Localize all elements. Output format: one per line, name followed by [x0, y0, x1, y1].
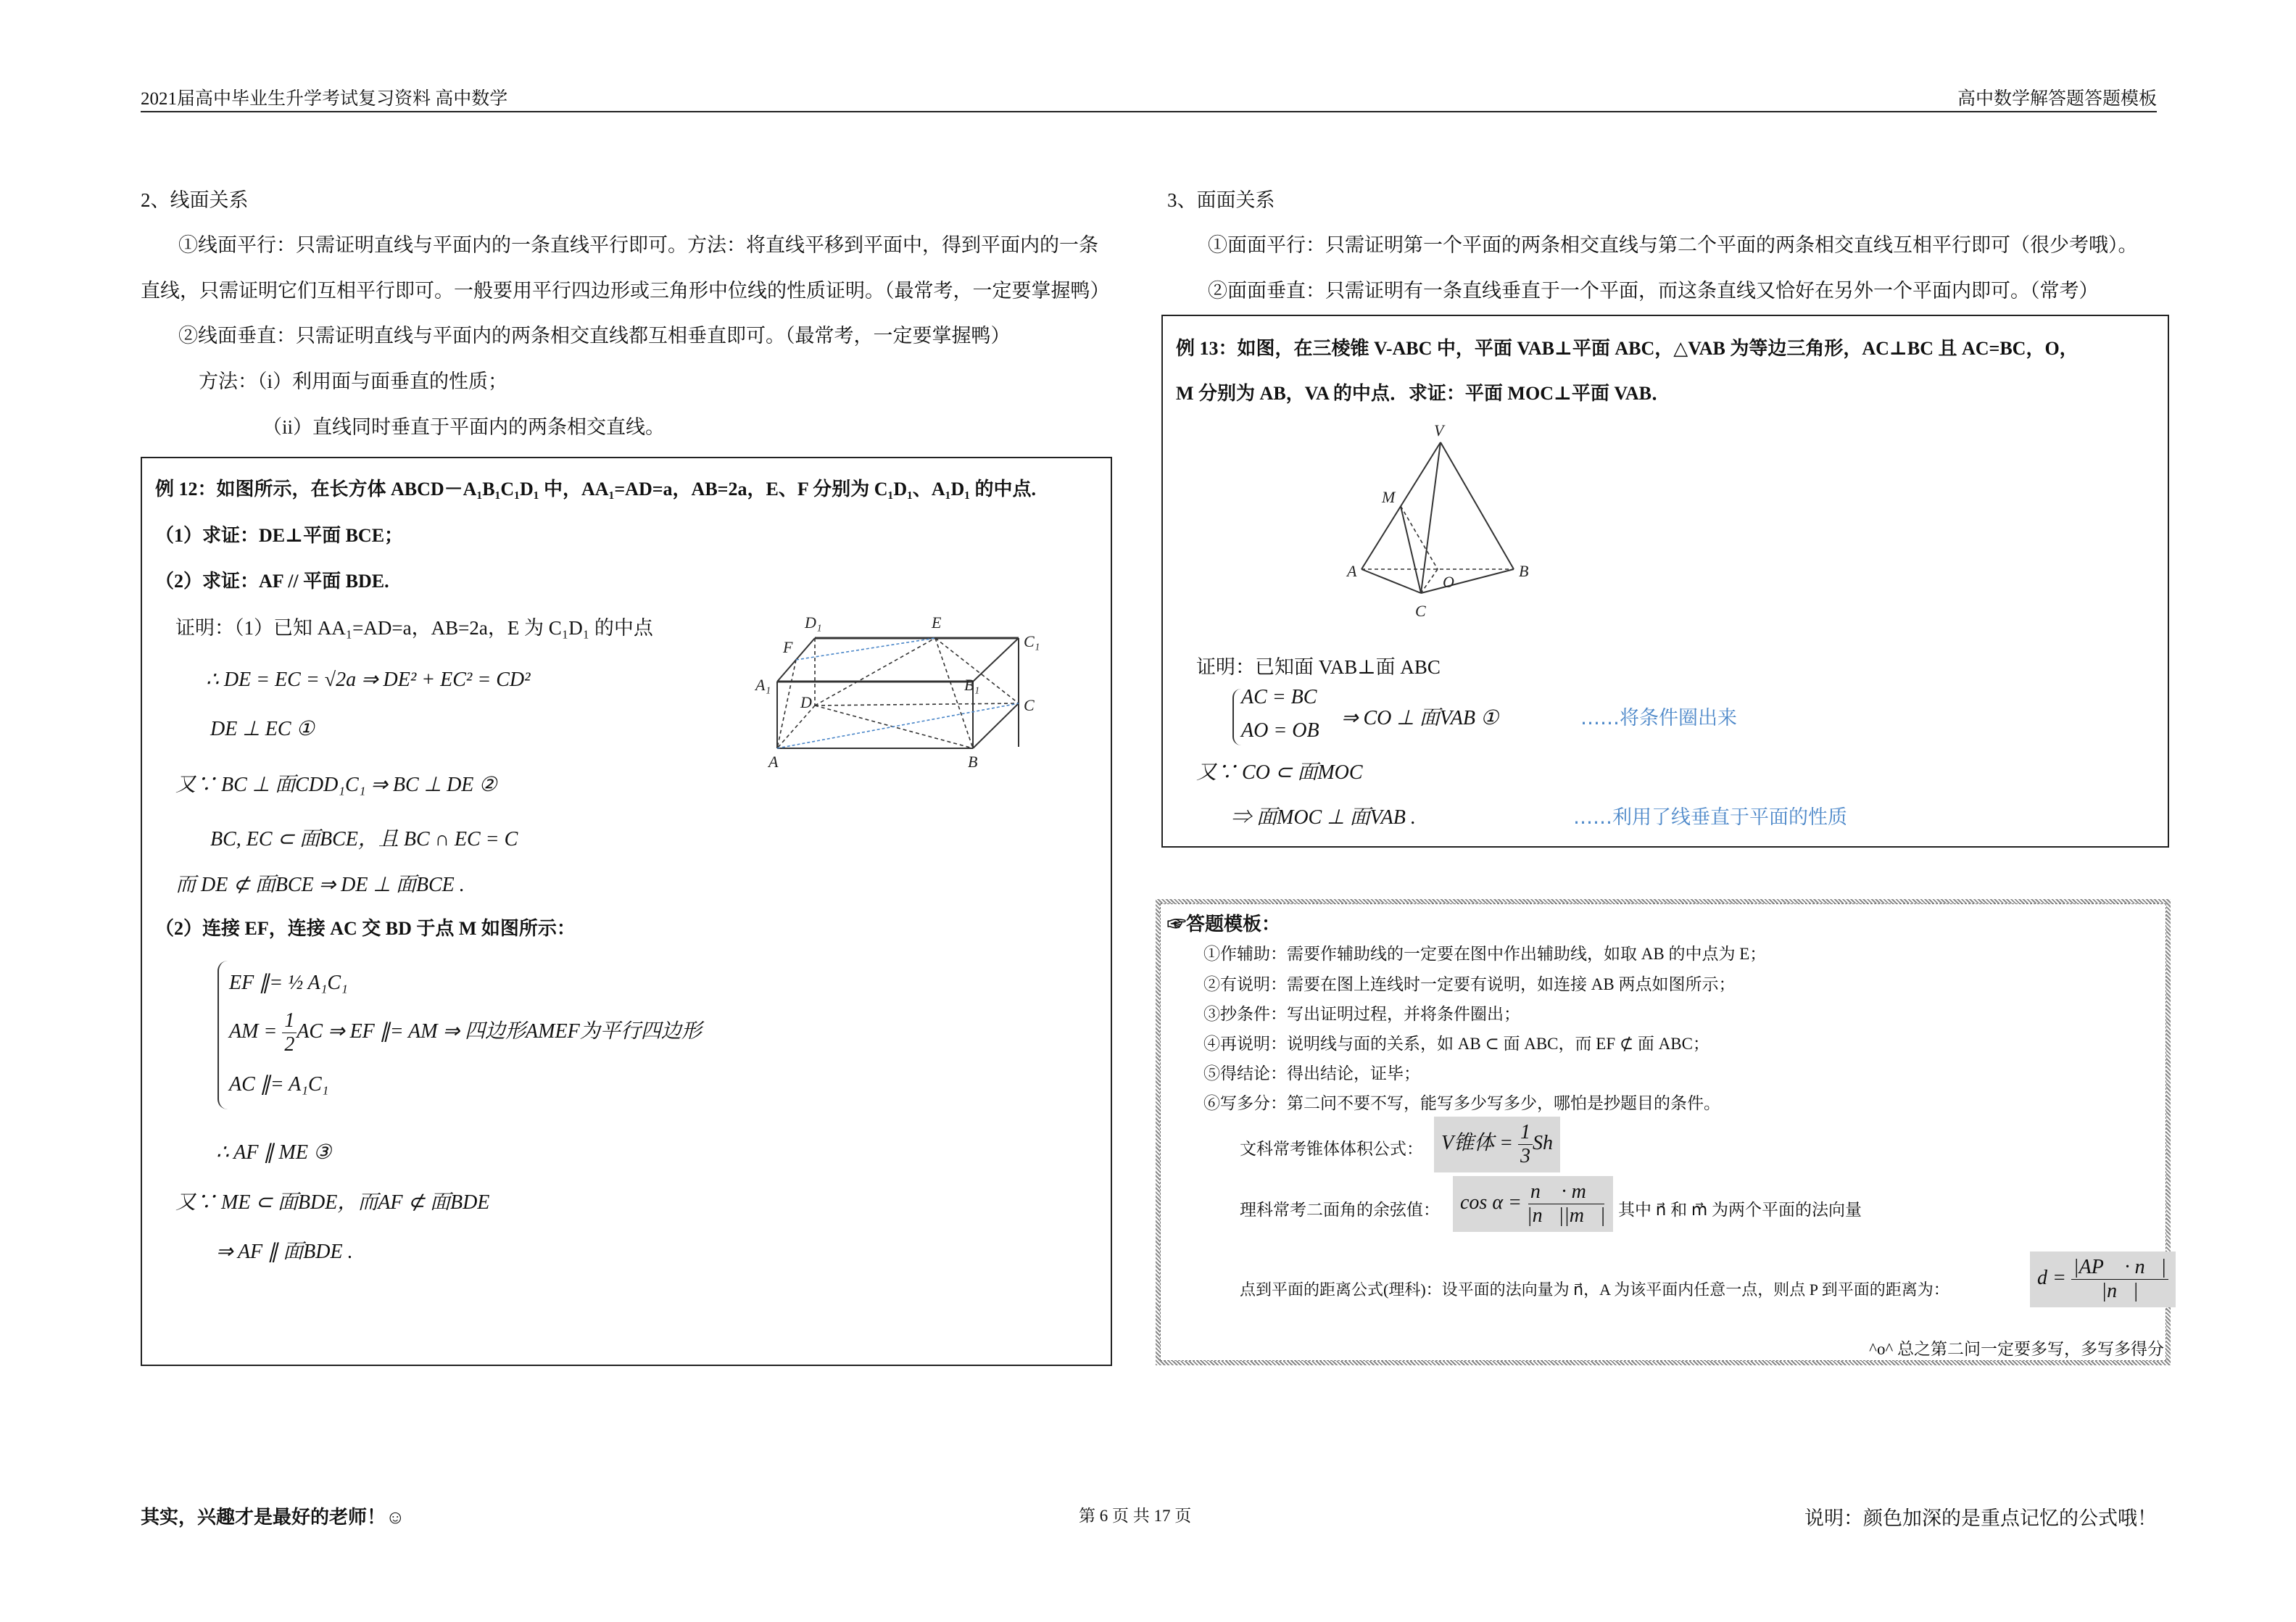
numerator: 1 [1518, 1121, 1533, 1145]
template-title: 答题模板： [1186, 914, 1281, 935]
label-D1: D₁ [805, 613, 822, 632]
label-C: C [1415, 602, 1426, 620]
proof-step: 而 DE ⊄ 面BCE ⇒ DE ⊥ 面BCE . [175, 874, 465, 896]
label-A1: A₁ [755, 676, 771, 694]
denominator: 2 [284, 1033, 295, 1056]
template-closing: ^o^ 总之第二问一定要多写，多写多得分 [1869, 1340, 2164, 1358]
footer-right: 说明：颜色加深的是重点记忆的公式哦！ [1804, 1507, 2157, 1529]
label-O: O [1443, 573, 1454, 591]
system-line-lhs: AM = [229, 1020, 283, 1043]
system-line: EF ∥= ½ A₁C₁ [229, 972, 348, 994]
example-12-question-2: （2）求证：AF // 平面 BDE. [155, 571, 389, 592]
example-13-title: 例 13：如图，在三棱锥 V-ABC 中，平面 VAB⊥平面 ABC，△VAB 为等边三角形，AC⊥BC 且 AC=BC，O， [1176, 338, 2079, 359]
template-item: ③抄条件：写出证明过程，并将条件圈出； [1203, 1005, 1520, 1023]
label-V: V [1434, 421, 1444, 439]
distance-formula [2030, 1251, 2176, 1307]
template-item: ④再说明：说明线与面的关系，如 AB ⊂ 面 ABC，而 EF ⊄ 面 ABC； [1203, 1035, 1709, 1053]
label-D: D [800, 693, 812, 711]
proof-step: 又∵ ME ⊂ 面BDE，而AF ⊄ 面BDE [175, 1191, 490, 1214]
proof-part-2: （2）连接 EF，连接 AC 交 BD 于点 M 如图所示： [155, 918, 576, 939]
numerator: n⃗ · m⃗ [1528, 1180, 1604, 1204]
paragraph-line: ①面面平行：只需证明第一个平面的两条相交直线与第二个平面的两条相交直线互相平行即可（很少考哦）。 [1208, 234, 2138, 256]
method-line: （ii）直线同时垂直于平面内的两条相交直线。 [262, 416, 666, 438]
proof-step: ∴ AF ∥ ME ③ [216, 1141, 332, 1164]
label-B: B [968, 753, 978, 771]
edge [973, 703, 1019, 748]
header-left-title: 2021届高中毕业生升学考试复习资料 高中数学 [141, 89, 508, 109]
paragraph-line: ②线面垂直：只需证明直线与平面内的两条相交直线都互相垂直即可。（最常考，一定要掌握鸭） [178, 325, 1011, 347]
paragraph-line: 直线，只需证明它们互相平行即可。一般要用平行四边形或三角形中位线的性质证明。（最常考，一定要掌握鸭） [141, 280, 1110, 302]
proof-step: ⇒ 面MOC ⊥ 面VAB . [1231, 806, 1416, 829]
method-line: 方法：（i）利用面与面垂直的性质； [199, 371, 508, 392]
header-divider [141, 111, 2157, 112]
example-12-box [141, 457, 1112, 1366]
denominator: |n⃗| [2101, 1280, 2139, 1303]
numerator: |AP⃗ · n⃗| [2071, 1256, 2168, 1280]
example-12-question-1: （1）求证：DE⊥平面 BCE； [155, 525, 404, 546]
denominator: 3 [1520, 1145, 1530, 1168]
fraction-half [282, 1009, 297, 1056]
formula-lhs: V锥体 = [1441, 1132, 1518, 1155]
numerator: 1 [282, 1009, 297, 1033]
template-item: ⑥写多分：第二问不要不写，能写多少写多少，哪怕是抄题目的条件。 [1203, 1094, 1720, 1112]
denominator: |n⃗||m⃗| [1526, 1204, 1606, 1228]
example-12-title: 例 12：如图所示，在长方体 ABCD－A₁B₁C₁D₁ 中，AA₁=AD=a，AB=2a，E、F 分别为 C₁D₁、A₁D₁ 的中点. [155, 479, 1037, 500]
template-item: ②有说明：需要在图上连线时一定要有说明，如连接 AB 两点如图所示； [1203, 975, 1736, 993]
proof-step: 又∵ BC ⊥ 面CDD₁C₁ ⇒ BC ⊥ DE ② [175, 774, 497, 796]
system-line: AC = BC [1241, 686, 1317, 708]
label-M: M [1382, 488, 1396, 506]
system-line: AC ∥= A₁C₁ [229, 1073, 329, 1096]
template-item: ⑤得结论：得出结论，证毕； [1203, 1064, 1420, 1083]
cuboid-figure [754, 609, 1051, 787]
proof-intro: 证明：（1）已知 AA₁=AD=a，AB=2a，E 为 C₁D₁ 的中点 [175, 617, 653, 639]
label-C1: C₁ [1024, 632, 1040, 650]
example-13-title-cont: M 分别为 AB，VA 的中点．求证：平面 MOC⊥平面 VAB． [1176, 383, 1670, 404]
distance-formula-label: 点到平面的距离公式(理科)：设平面的法向量为 n⃗，A 为该平面内任意一点，则点 P 到平面的距离为： [1240, 1280, 1949, 1299]
paragraph-line: ①线面平行：只需证明直线与平面内的一条直线平行即可。方法：将直线平移到平面中，得到平面内的一条 [178, 234, 1098, 256]
system-brace [1232, 689, 1241, 745]
section-title-line-plane: 2、线面关系 [141, 189, 249, 211]
edge [973, 638, 1019, 682]
header-right-title: 高中数学解答题答题模板 [1957, 89, 2157, 109]
formula-lhs: d = [2037, 1267, 2071, 1290]
proof-step: DE ⊥ EC ① [210, 718, 315, 740]
paragraph-line: ②面面垂直：只需证明有一条直线垂直于一个平面，而这条直线又恰好在另外一个平面内即可。（常考） [1208, 280, 2099, 302]
system-result: ⇒ CO ⊥ 面VAB ① [1341, 707, 1499, 729]
cosine-formula [1453, 1176, 1613, 1232]
system-brace [217, 961, 229, 1109]
label-B1: B₁ [964, 676, 980, 694]
pointing-hand-icon: ☞ [1167, 914, 1187, 935]
system-line-rhs: AC ⇒ EF ∥= AM ⇒ 四边形AMEF为平行四边形 [297, 1020, 702, 1043]
annotation-note: ……将条件圈出来 [1580, 707, 1737, 729]
system-line [229, 1009, 702, 1056]
label-B: B [1519, 562, 1529, 580]
template-heading [1167, 909, 1280, 936]
proof-intro: 证明：已知面 VAB⊥面 ABC [1196, 656, 1441, 678]
proof-step: 又∵ CO ⊂ 面MOC [1196, 761, 1363, 784]
proof-step: BC, EC ⊂ 面BCE，且 BC ∩ EC = C [210, 828, 518, 851]
system-line: AO = OB [1241, 719, 1319, 742]
proof-step: ⇒ AF ∥ 面BDE . [216, 1241, 353, 1263]
label-F: F [783, 638, 793, 656]
label-C: C [1024, 696, 1035, 714]
pyramid-figure [1334, 417, 1551, 634]
label-A: A [768, 753, 779, 771]
volume-formula-label: 文科常考锥体体积公式： [1240, 1140, 1423, 1158]
cosine-formula-note: 其中 n⃗ 和 m⃗ 为两个平面的法向量 [1618, 1201, 1862, 1219]
label-A: A [1347, 562, 1357, 580]
proof-step: ∴ DE = EC = √2a ⇒ DE² + EC² = CD² [206, 669, 531, 691]
cosine-formula-label: 理科常考二面角的余弦值： [1240, 1201, 1440, 1219]
template-item: ①作辅助：需要作辅助线的一定要在图中作出辅助线，如取 AB 的中点为 E； [1203, 945, 1767, 963]
formula-lhs: cos α = [1460, 1191, 1527, 1215]
label-E: E [932, 613, 942, 632]
annotation-note: ……利用了线垂直于平面的性质 [1573, 806, 1847, 829]
page-number: 第 6 页 共 17 页 [1079, 1507, 1192, 1525]
section-title-plane-plane: 3、面面关系 [1167, 189, 1275, 211]
volume-formula [1434, 1117, 1560, 1172]
formula-rhs: Sh [1533, 1132, 1553, 1155]
footer-left: 其实，兴趣才是最好的老师！☺ [141, 1507, 405, 1528]
